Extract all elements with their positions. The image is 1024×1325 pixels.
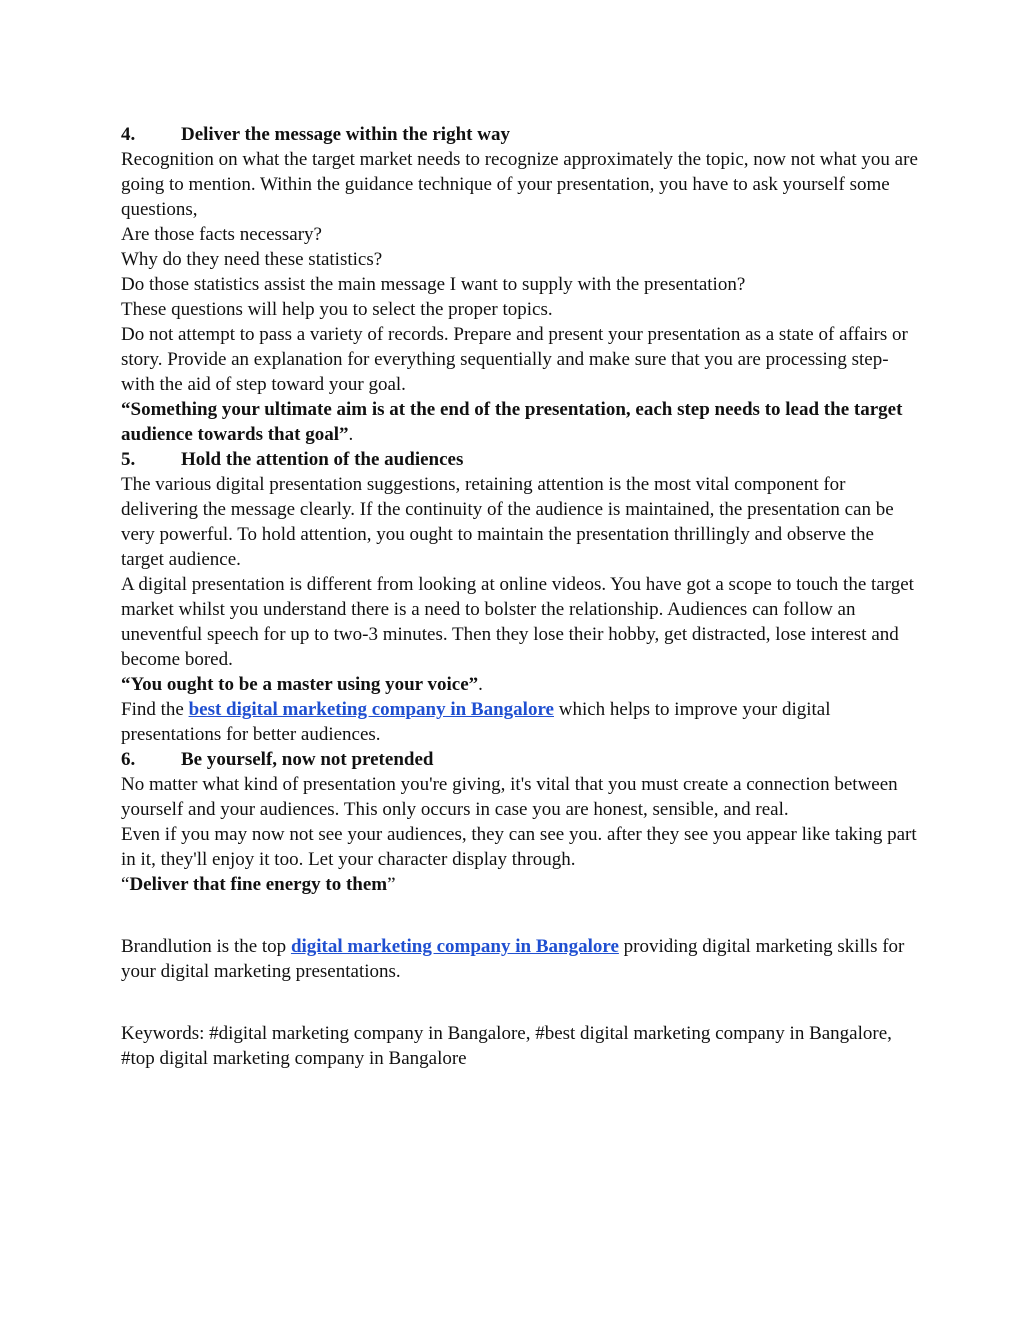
section-5-body: A digital presentation is different from looking at online videos. You have got a scope to touch the target market whilst you understand there is a need to bolster the relationship. Audiences can follow an uneventful speech for up to two-3 minutes. Then they lose their hobby, get distracted, lose interest and become bored. (121, 574, 914, 670)
section-4-quote: “Something your ultimate aim is at the end of the presentation, each step needs to lead the target audience towards that goal” (121, 399, 903, 445)
section-5-quote-end: . (478, 674, 483, 695)
section-6-intro: No matter what kind of presentation you're giving, it's vital that you must create a connection between yourself and your audiences. This only occurs in case you are honest, sensible, and real. (121, 774, 898, 820)
section-4-number: 4. (121, 124, 136, 145)
section-6-title: Be yourself, now not pretended (181, 749, 434, 770)
spacer (121, 897, 921, 934)
section-6-body: Even if you may now not see your audiences, they can see you. after they see you appear like taking part in it, they'll enjoy it too. Let your character display through. (121, 824, 917, 870)
question-3: Do those statistics assist the main message I want to supply with the presentation? (121, 274, 746, 295)
find-suffix: which helps to improve your digital presentations for better audiences. (121, 699, 831, 745)
closing-suffix: providing digital marketing skills for your digital marketing presentations. (121, 936, 905, 982)
best-digital-marketing-link[interactable]: best digital marketing company in Bangalore (188, 699, 554, 720)
section-6-number: 6. (121, 749, 136, 770)
section-4-quote-line (121, 397, 921, 447)
section-6-quote: Deliver that fine energy to them (129, 874, 388, 895)
document-page (121, 122, 921, 1071)
section-5-number: 5. (121, 449, 136, 470)
closing-prefix: Brandlution is the top (121, 936, 291, 957)
section-5-title: Hold the attention of the audiences (181, 449, 464, 470)
question-2: Why do they need these statistics? (121, 249, 383, 270)
section-4-body: Do not attempt to pass a variety of records. Prepare and present your presentation as a state of affairs or story. Provide an explanation for everything sequentially and make sure that you are processing step-with the aid of step toward your goal. (121, 324, 908, 395)
spacer (121, 984, 921, 1021)
find-prefix: Find the (121, 699, 189, 720)
closing-paragraph (121, 934, 921, 984)
section-5-find-paragraph (121, 697, 921, 747)
digital-marketing-company-link[interactable]: digital marketing company in Bangalore (290, 936, 619, 957)
keywords-paragraph: Keywords: #digital marketing company in Bangalore, #best digital marketing company in Bangalore, #top digital marketing company in Bangalore (121, 1023, 892, 1069)
section-6-quote-line (121, 872, 921, 897)
question-1: Are those facts necessary? (121, 224, 322, 245)
section-6-heading (121, 747, 921, 772)
section-4-intro: Recognition on what the target market needs to recognize approximately the topic, now not what you are going to mention. Within the guidance technique of your presentation, you have to ask yourself some questions, (121, 149, 918, 220)
section-5-quote: “You ought to be a master using your voice” (121, 674, 479, 695)
section-6-quote-open: “ (121, 874, 130, 895)
section-4-note: These questions will help you to select the proper topics. (121, 299, 553, 320)
section-5-heading (121, 447, 921, 472)
section-4-heading (121, 122, 921, 147)
section-6-quote-close: ” (387, 874, 396, 895)
section-5-intro: The various digital presentation suggestions, retaining attention is the most vital component for delivering the message clearly. If the continuity of the audience is maintained, the presentation can be very powerful. To hold attention, you ought to maintain the presentation thrillingly and observe the target audience. (121, 474, 894, 570)
section-5-quote-line (121, 672, 921, 697)
section-4-quote-end: . (348, 424, 354, 445)
section-4-title: Deliver the message within the right way (181, 124, 510, 145)
